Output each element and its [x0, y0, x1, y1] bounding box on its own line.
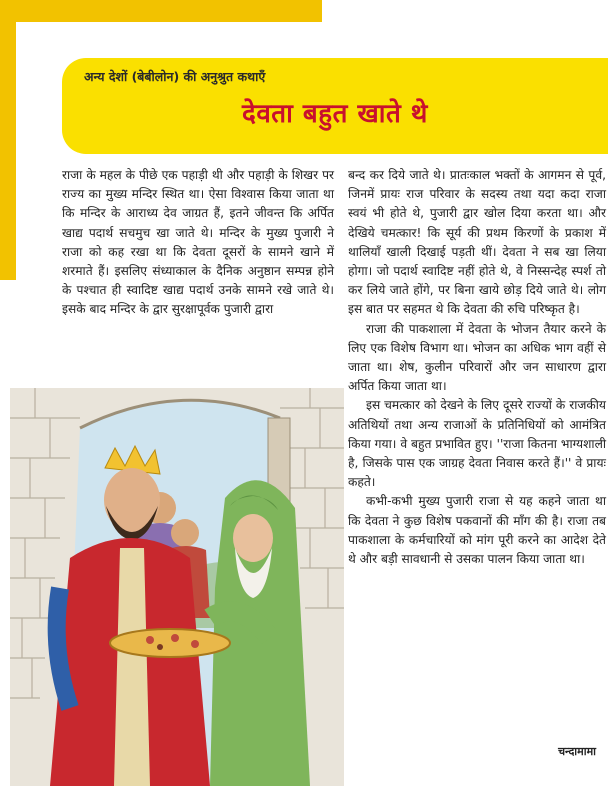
- paragraph: राजा की पाकशाला में देवता के भोजन तैयार करने के लिए एक विशेष विभाग था। भोजन का अधिक भाग वहीं से जाता था। शेष, कुलीन परिवारों और जन साधारण द्वारा अर्पित किया जाता था।: [348, 321, 606, 394]
- text-column-left: [62, 166, 334, 320]
- decorative-inner-gap: [16, 22, 322, 32]
- series-subtitle: अन्य देशों (बेबीलोन) की अनुश्रुत कथाएँ: [84, 69, 266, 84]
- source-credit: चन्दामामा: [558, 745, 596, 758]
- paragraph: इस चमत्कार को देखने के लिए दूसरे राज्यों के राजकीय अतिथियों तथा अन्य राजाओं के प्रतिनिधियों को आमंत्रित किया गया। वे बहुत प्रभावित हुए। ''राजा कितना भाग्यशाली है, जिसके पास एक जाग्रह देवता निवास करते हैं।'' वे प्रायः कहते।: [348, 398, 606, 490]
- paragraph: बन्द कर दिये जाते थे। प्रातःकाल भक्तों के आगमन से पूर्व, जिनमें प्रायः राज परिवार के सदस्य तथा यदा कदा राजा स्वयं भी होते थे, पुजारी द्वार खोल दिया करता था। और देखिये चमत्कार! कि सूर्य की प्रथम किरणों के प्रकाश में थालियाँ खाली दिखाई पड़ती थीं। देवता ने सब खा लिया होगा। जो पदार्थ स्वादिष्ट नहीं होते थे, वे निस्सन्देह स्पर्श तो कर लिये जाते होंगे, पर बिना खाये छोड़ दिये जाते थे। लोग इस बात पर सहमत थे कि देवता की रुचि परिष्कृत है।: [348, 168, 606, 317]
- paragraph: राजा के महल के पीछे एक पहाड़ी थी और पहाड़ी के शिखर पर राज्य का मुख्य मन्दिर स्थित था। ऐसा विश्वास किया जाता था कि मन्दिर के आराध्य देव जाग्रत हैं, इतने जीवन्त कि अर्पित खाद्य पदार्थ सचमुच खा जाते थे। मन्दिर के मुख्य पुजारी ने राजा को कह रखा था कि देवता दूसरों के सामने खाने में शरमाते हैं। इसलिए संध्याकाल के दैनिक अनुष्ठान सम्पन्न होने के पश्चात ही स्वादिष्ट खाद्य पदार्थ उनके सामने रखे जाते थे। इसके बाद मन्दिर के द्वार सुरक्षापूर्वक पुजारी द्वारा: [62, 168, 334, 317]
- text-column-right: [348, 166, 606, 569]
- paragraph: कभी-कभी मुख्य पुजारी राजा से यह कहने जाता था कि देवता ने कुछ विशेष पकवानों की माँग की है। राजा तब पाकशाला के कर्मचारियों को मांग पूरी करने का आदेश देते थे और बड़ी सावधानी से उसका पालन किया जाता था।: [348, 494, 606, 567]
- story-title: देवता बहुत खाते थे: [242, 99, 428, 129]
- story-illustration: [10, 388, 344, 786]
- decorative-left-bar: [0, 0, 16, 280]
- decorative-top-bar: [0, 0, 322, 22]
- story-header-banner: [62, 58, 608, 154]
